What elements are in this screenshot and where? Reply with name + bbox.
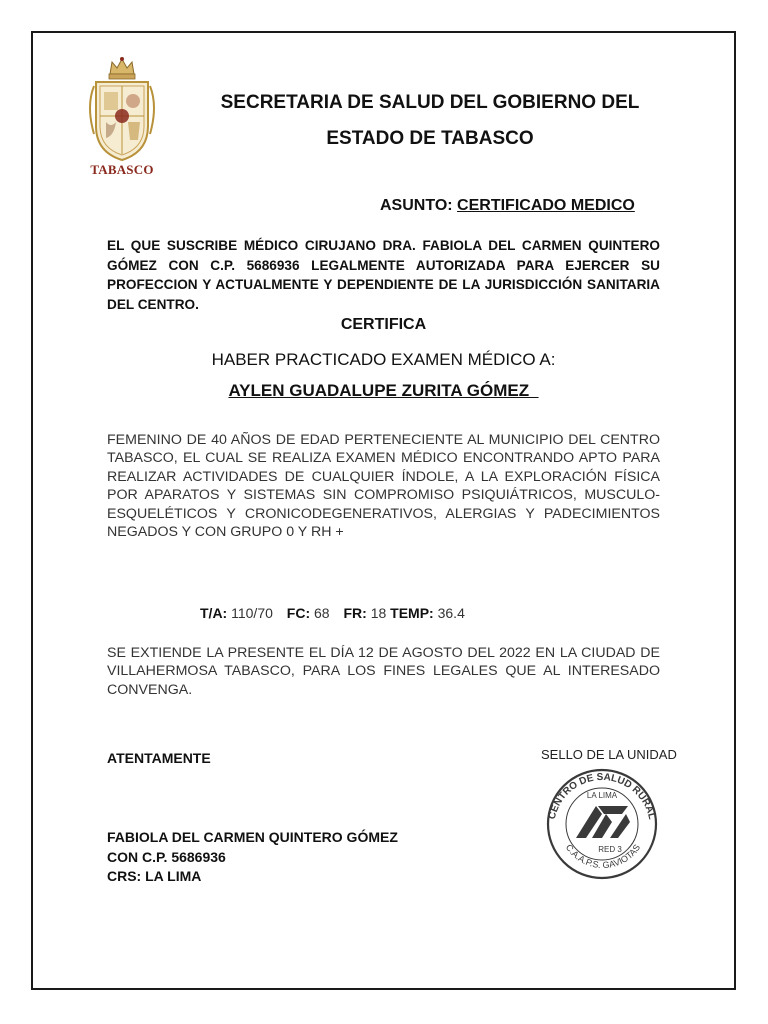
signer-cp: CON C.P. 5686936 xyxy=(107,849,226,865)
exam-heading: HABER PRACTICADO EXAMEN MÉDICO A: xyxy=(211,350,556,369)
stamp-ring-text: CENTRO DE SALUD RURAL xyxy=(546,771,658,821)
signer-crs: CRS: LA LIMA xyxy=(107,868,202,884)
coat-of-arms-icon xyxy=(84,56,160,162)
fr-label: FR: xyxy=(343,605,367,621)
vital-signs xyxy=(200,605,465,621)
patient-name: AYLEN GUADALUPE ZURITA GÓMEZ xyxy=(228,381,539,400)
closing-paragraph: SE EXTIENDE LA PRESENTE EL DÍA 12 DE AGOSTO DEL 2022 EN LA CIUDAD DE VILLAHERMOSA TABASCO, PARA LOS FINES LEGALES QUE AL INTERESADO CONVENGA. xyxy=(107,645,660,698)
fc-label: FC: xyxy=(286,605,311,621)
subject-label: ASUNTO: xyxy=(380,197,453,214)
stamp-caption: SELLO DE LA UNIDAD xyxy=(541,747,677,762)
subject-value: CERTIFICADO MEDICO xyxy=(457,197,635,214)
stamp-red-text: RED 3 xyxy=(598,845,622,854)
temp-value: 36.4 xyxy=(437,605,465,621)
fr-value: 18 xyxy=(370,605,387,621)
page-title-line1: SECRETARIA DE SALUD DEL GOBIERNO DEL xyxy=(220,92,640,113)
ta-value: 110/70 xyxy=(231,605,273,621)
stamp-seal-icon xyxy=(540,762,664,880)
logo-label: TABASCO xyxy=(90,162,154,177)
findings-paragraph: FEMENINO DE 40 AÑOS DE EDAD PERTENECIENTE AL MUNICIPIO DEL CENTRO TABASCO, EL CUAL SE REALIZA EXAMEN MÉDICO ENCONTRANDO APTO PARA REALIZAR ACTIVIDADES DE CUALQUIER ÍNDOLE, A LA EXPLORACIÓN FÍSICA POR APARATOS Y SISTEMAS SIN COMPROMISO PSIQUIÁTRICOS, MUSCULO-ESQUELÉTICOS Y CRONICODEGENERATIVOS, ALERGIAS Y PADECIMIENTOS NEGADOS Y CON GRUPO 0 Y RH + xyxy=(107,432,660,541)
ta-label: T/A: xyxy=(200,605,228,621)
temp-label: TEMP: xyxy=(390,605,434,621)
certifica-heading: CERTIFICA xyxy=(340,316,427,333)
signer-name: FABIOLA DEL CARMEN QUINTERO GÓMEZ xyxy=(107,829,398,845)
clinic-stamp xyxy=(540,762,664,880)
stamp-bottom-text: C.A.A.P.S. GAVIOTAS xyxy=(563,842,643,871)
intro-paragraph: EL QUE SUSCRIBE MÉDICO CIRUJANO DRA. FABIOLA DEL CARMEN QUINTERO GÓMEZ CON C.P. 5686936 LEGALMENTE AUTORIZADA PARA EJERCER SU PROFECCION Y ACTUALMENTE Y DEPENDIENTE DE LA JURISDICCIÓN SANITARIA DEL CENTRO. xyxy=(107,238,660,312)
atentamente-label: ATENTAMENTE xyxy=(107,750,211,766)
page-title-line2: ESTADO DE TABASCO xyxy=(326,128,534,149)
stamp-inner-text: LA LIMA xyxy=(586,791,618,800)
tabasco-coat-of-arms xyxy=(84,56,160,180)
patient-name-line xyxy=(107,381,660,401)
subject-line xyxy=(380,197,635,215)
fc-value: 68 xyxy=(314,605,330,621)
